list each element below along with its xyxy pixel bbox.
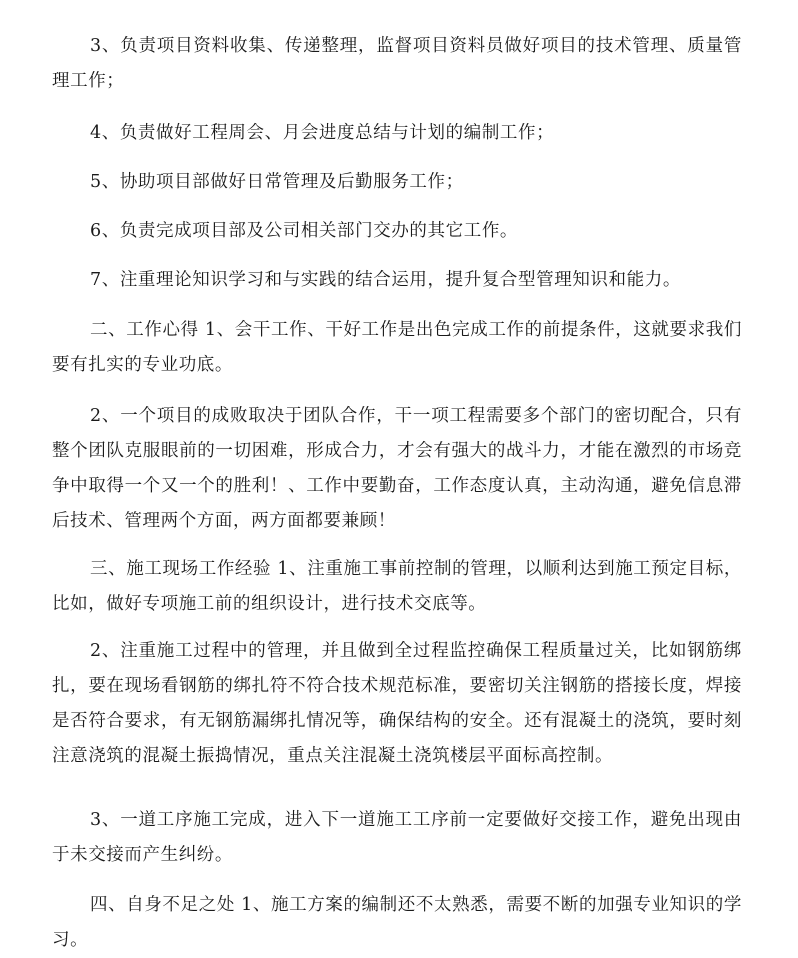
paragraph-duty-6: 6、负责完成项目部及公司相关部门交办的其它工作。 <box>90 221 519 241</box>
paragraph-section-3-site-experience: 三、施工现场工作经验 1、注重施工事前控制的管理，以顺利达到施工预定目标，比如，做好专项施工前的组织设计，进行技术交底等。 <box>52 559 742 614</box>
paragraph-handover: 3、一道工序施工完成，进入下一道施工工序前一定要做好交接工作，避免出现由于未交接而产生纠纷。 <box>52 810 742 865</box>
paragraph-section-4-shortcomings: 四、自身不足之处 1、施工方案的编制还不太熟悉，需要不断的加强专业知识的学习。 <box>52 895 742 950</box>
paragraph-duty-5: 5、协助项目部做好日常管理及后勤服务工作； <box>90 172 464 192</box>
paragraph-section-2-experience: 二、工作心得 1、会干工作、干好工作是出色完成工作的前提条件，这就要求我们要有扎实的专业功底。 <box>52 320 742 375</box>
paragraph-process-control: 2、注重施工过程中的管理，并且做到全过程监控确保工程质量过关，比如钢筋绑扎，要在现场看钢筋的绑扎符不符合技术规范标准，要密切关注钢筋的搭接长度，焊接是否符合要求，有无钢筋漏绑扎情况等，确保结构的安全。还有混凝土的浇筑，要时刻注意浇筑的混凝土振捣情况，重点关注混凝土浇筑楼层平面标高控制。 <box>52 641 742 766</box>
paragraph-duty-3: 3、负责项目资料收集、传递整理，监督项目资料员做好项目的技术管理、质量管理工作； <box>52 36 742 91</box>
paragraph-duty-4: 4、负责做好工程周会、月会进度总结与计划的编制工作； <box>90 123 555 143</box>
paragraph-teamwork: 2、一个项目的成败取决于团队合作，干一项工程需要多个部门的密切配合，只有整个团队克服眼前的一切困难，形成合力，才会有强大的战斗力，才能在激烈的市场竞争中取得一个又一个的胜利！、工作中要勤奋，工作态度认真，主动沟通，避免信息滞后技术、管理两个方面，两方面都要兼顾！ <box>52 406 742 531</box>
paragraph-duty-7: 7、注重理论知识学习和与实践的结合运用，提升复合型管理知识和能力。 <box>90 270 681 290</box>
